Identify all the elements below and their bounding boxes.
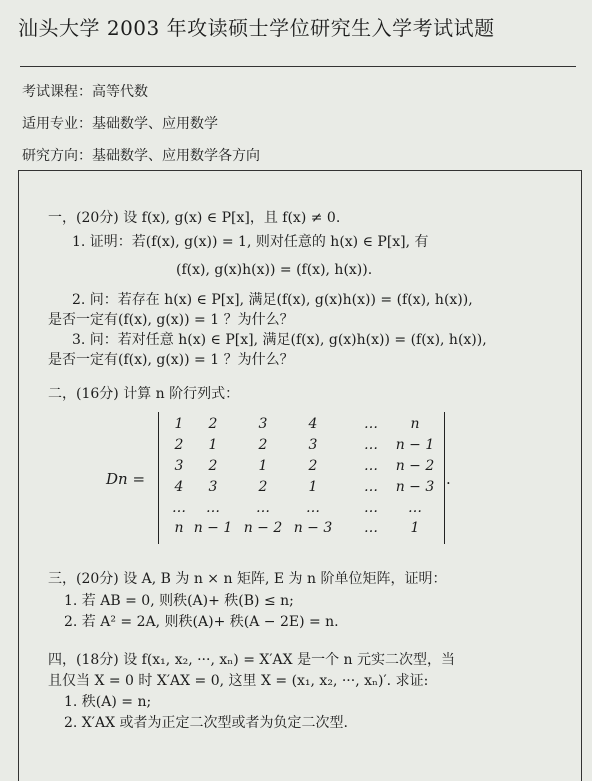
q3-part2: 2. 若 A² = 2A, 则秩(A)+ 秩(A − 2E) = n.: [64, 614, 339, 630]
q4-heading: 四，(18分) 设 f(x₁, x₂, ···, xₙ) = X′AX 是一个 n 元实二次型，当: [48, 652, 455, 668]
matrix-cell: 2: [308, 458, 318, 474]
matrix-cell: 3: [174, 458, 184, 474]
determinant-matrix: [158, 412, 445, 544]
matrix-cell: 4: [308, 416, 318, 432]
matrix-cell: n − 1: [193, 520, 233, 536]
matrix-cell: …: [364, 520, 378, 536]
matrix-cell: 2: [208, 416, 218, 432]
matrix-cell: …: [364, 458, 378, 474]
matrix-cell: 1: [208, 437, 218, 453]
applicable-major: 适用专业：基础数学、应用数学: [22, 116, 218, 132]
matrix-cell: 1: [258, 458, 268, 474]
matrix-cell: …: [364, 500, 378, 516]
exam-course: 考试课程：高等代数: [22, 84, 148, 100]
q1-heading: 一，(20分) 设 f(x), g(x) ∈ P[x]，且 f(x) ≠ 0.: [48, 210, 341, 226]
matrix-cell: …: [364, 479, 378, 495]
header-divider: [20, 66, 576, 67]
matrix-cell: n − 3: [395, 479, 435, 495]
matrix-cell: 2: [258, 479, 268, 495]
matrix-cell: 4: [174, 479, 184, 495]
matrix-cell: 1: [174, 416, 184, 432]
matrix-cell: n: [410, 416, 420, 432]
matrix-cell: 1: [308, 479, 318, 495]
q1-part2-line1: 2. 问：若存在 h(x) ∈ P[x], 满足(f(x), g(x)h(x)) = (f(x), h(x)),: [72, 292, 473, 308]
q4-condition: 且仅当 X = 0 时 X′AX = 0, 这里 X = (x₁, x₂, ···, xₙ)′. 求证:: [48, 673, 429, 689]
q1-part1: 1. 证明：若(f(x), g(x)) = 1, 则对任意的 h(x) ∈ P[x], 有: [72, 234, 429, 250]
matrix-cell: 1: [410, 520, 420, 536]
q1-part3-line2: 是否一定有(f(x), g(x)) = 1 ？为什么？: [48, 352, 294, 368]
matrix-cell: 2: [174, 437, 184, 453]
q3-heading: 三，(20分) 设 A, B 为 n × n 矩阵, E 为 n 阶单位矩阵，证明：: [48, 571, 447, 587]
determinant-period: .: [446, 470, 451, 488]
research-direction: 研究方向：基础数学、应用数学各方向: [22, 148, 260, 164]
determinant-label: Dn =: [106, 470, 146, 488]
q1-part1-formula: (f(x), g(x)h(x)) = (f(x), h(x)).: [176, 262, 373, 278]
matrix-cell: 3: [258, 416, 268, 432]
matrix-cell: n − 1: [395, 437, 435, 453]
q4-part2: 2. X′AX 或者为正定二次型或者为负定二次型.: [64, 715, 348, 731]
matrix-cell: …: [364, 437, 378, 453]
matrix-cell: …: [172, 500, 186, 516]
matrix-cell: n − 2: [243, 520, 283, 536]
q1-part2-line2: 是否一定有(f(x), g(x)) = 1 ？为什么？: [48, 312, 294, 328]
q1-part3-line1: 3. 问：若对任意 h(x) ∈ P[x], 满足(f(x), g(x)h(x)) = (f(x), h(x)),: [72, 332, 487, 348]
matrix-cell: 3: [208, 479, 218, 495]
matrix-cell: …: [408, 500, 422, 516]
q4-part1: 1. 秩(A) = n;: [64, 694, 152, 710]
q2-heading: 二，(16分) 计算 n 阶行列式：: [48, 386, 240, 402]
exam-title: 汕头大学 2003 年攻读硕士学位研究生入学考试试题: [18, 16, 495, 40]
q3-part1: 1. 若 AB = 0, 则秩(A)+ 秩(B) ≤ n;: [64, 593, 294, 609]
matrix-cell: n − 2: [395, 458, 435, 474]
matrix-cell: …: [306, 500, 320, 516]
matrix-cell: 2: [258, 437, 268, 453]
matrix-cell: …: [364, 416, 378, 432]
matrix-cell: …: [256, 500, 270, 516]
matrix-cell: …: [206, 500, 220, 516]
matrix-cell: 2: [208, 458, 218, 474]
matrix-cell: n: [174, 520, 184, 536]
matrix-cell: 3: [308, 437, 318, 453]
matrix-cell: n − 3: [293, 520, 333, 536]
